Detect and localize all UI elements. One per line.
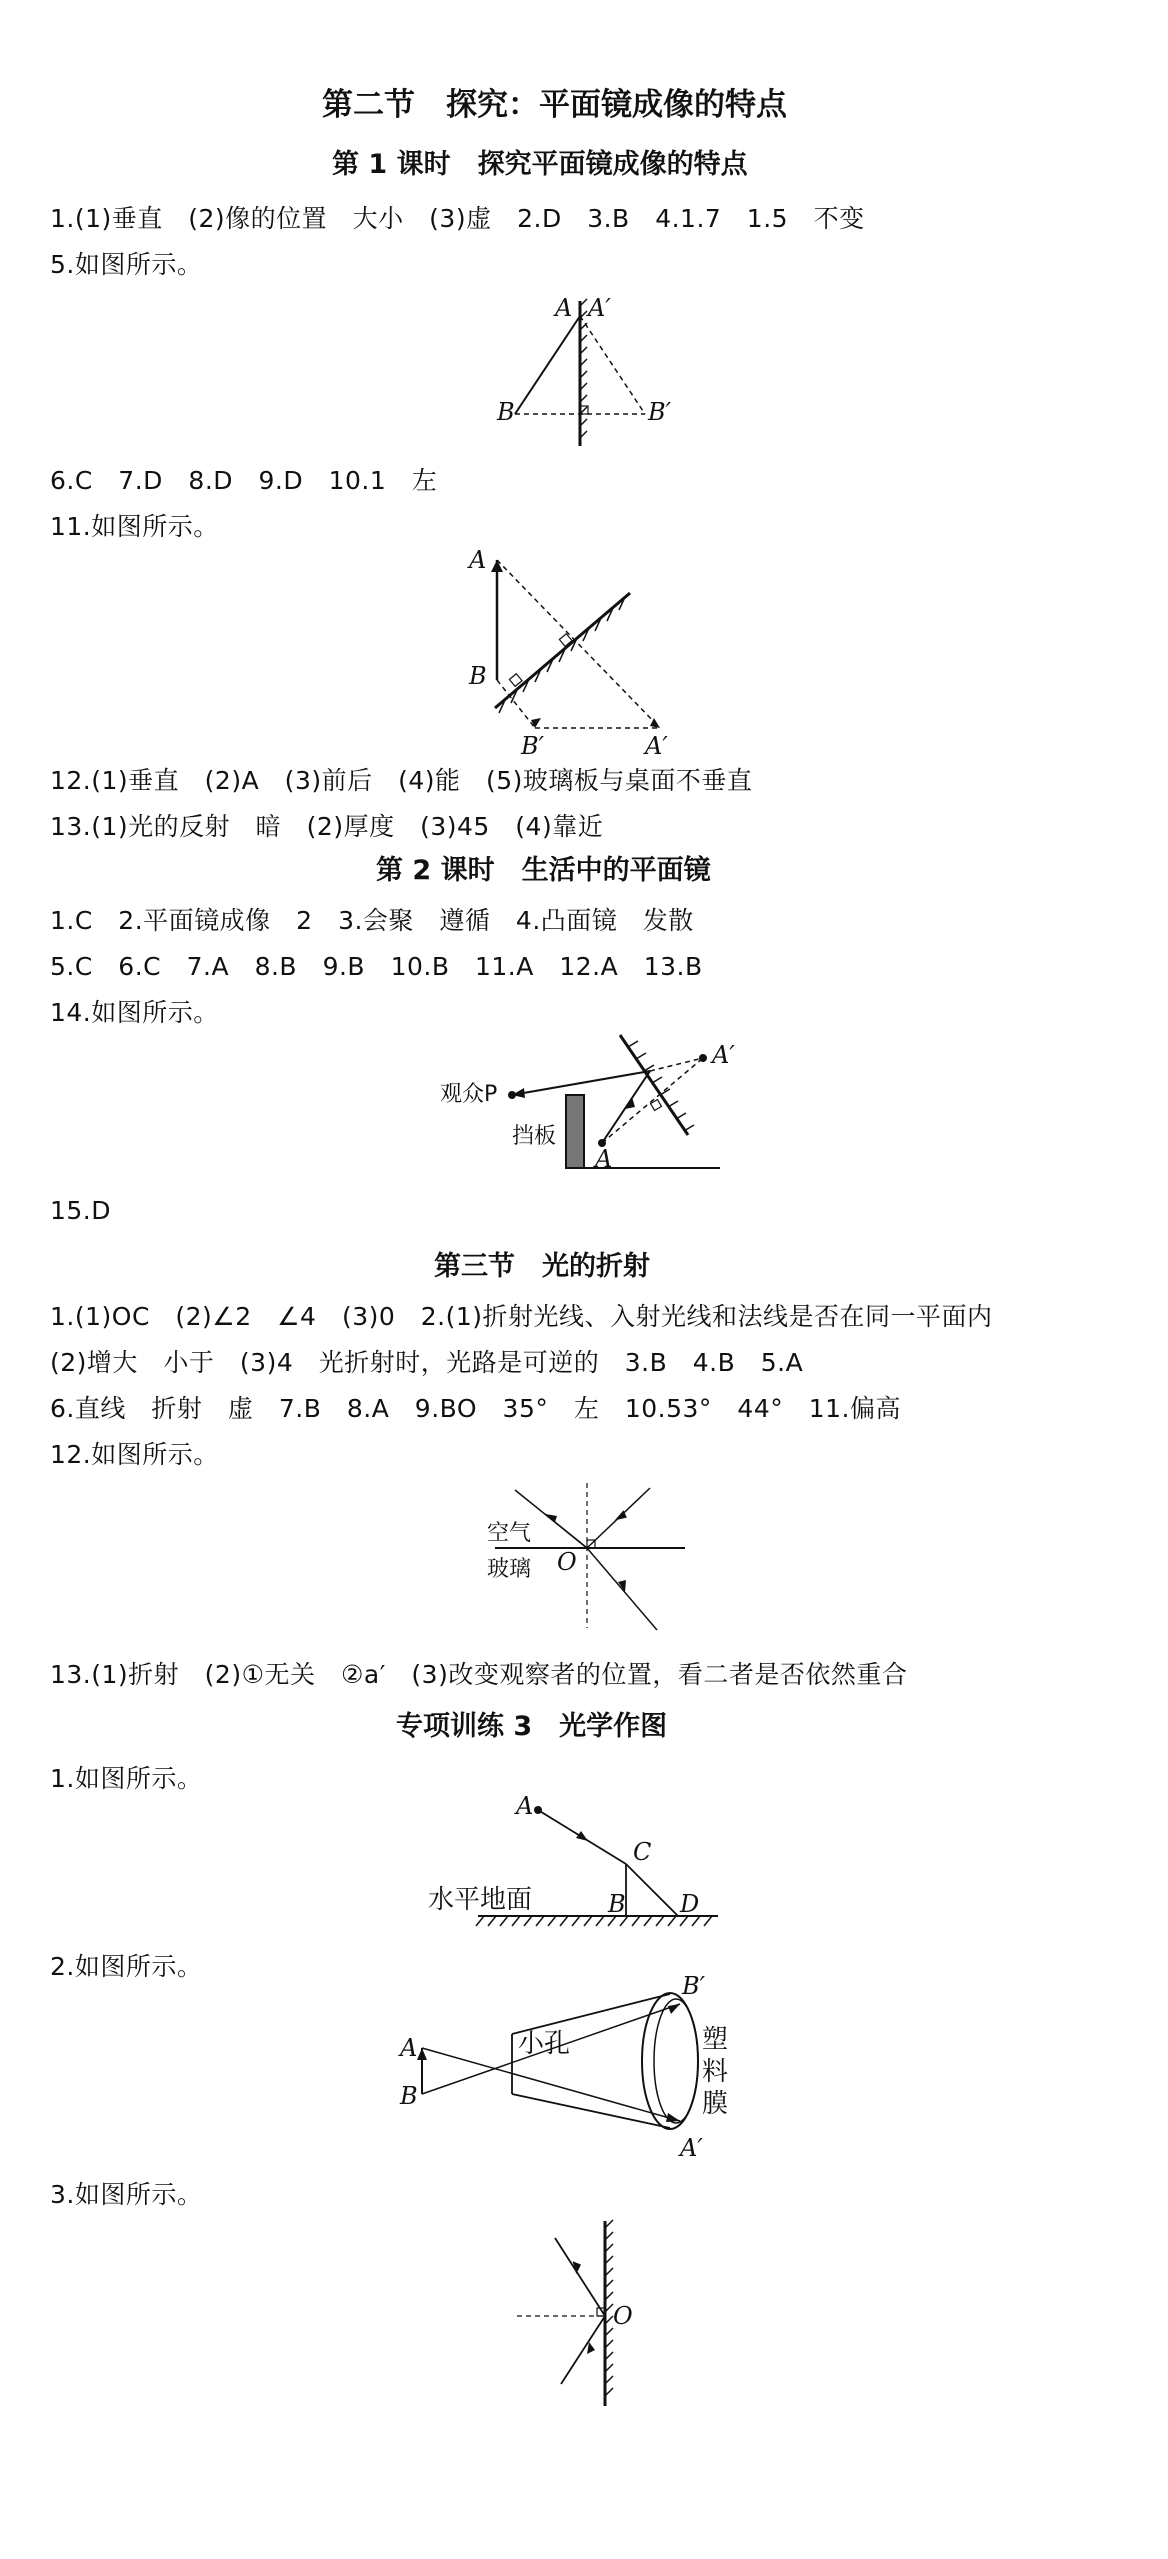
- label-O: O: [613, 2302, 633, 2330]
- label-A-prime: A′: [712, 1041, 735, 1069]
- mirror: [495, 593, 630, 708]
- section3-title: 第三节 光的折射: [434, 1251, 650, 1282]
- label-A: A: [595, 1145, 613, 1173]
- answer-line: (2)增大 小于 (3)4 光折射时，光路是可逆的 3.B 4.B 5.A: [50, 1348, 804, 1377]
- label-glass: 玻璃: [487, 1557, 532, 1582]
- answer-line: 1.如图所示。: [50, 1764, 203, 1793]
- label-A: A: [469, 546, 487, 574]
- label-A: A: [400, 2034, 418, 2062]
- label-A-prime: A′: [680, 2134, 703, 2162]
- label-C: C: [633, 1838, 652, 1866]
- label-baffle: 挡板: [512, 1124, 557, 1149]
- label-B: B: [469, 662, 487, 690]
- label-film-2: 料: [702, 2057, 729, 2087]
- label-A: A: [516, 1792, 534, 1820]
- label-B-prime: B′: [648, 398, 672, 426]
- label-A: A: [555, 294, 573, 322]
- answer-line: 5.如图所示。: [50, 250, 203, 279]
- answer-line: 2.如图所示。: [50, 1952, 203, 1981]
- label-B: B: [497, 398, 515, 426]
- lesson1-title: 第 1 课时 探究平面镜成像的特点: [332, 149, 748, 180]
- answer-line: 1.C 2.平面镜成像 2 3.会聚 遵循 4.凸面镜 发散: [50, 906, 694, 935]
- label-B-prime: B′: [682, 1972, 706, 2000]
- answer-line: 5.C 6.C 7.A 8.B 9.B 10.B 11.A 12.A 13.B: [50, 952, 703, 981]
- label-D: D: [680, 1890, 700, 1918]
- answer-line: 15.D: [50, 1196, 112, 1225]
- label-A-prime: A′: [645, 732, 668, 760]
- section2-title: 第二节 探究：平面镜成像的特点: [322, 87, 787, 123]
- label-A-prime: A′: [588, 294, 611, 322]
- answer-line: 12.(1)垂直 (2)A (3)前后 (4)能 (5)玻璃板与桌面不垂直: [50, 766, 753, 795]
- label-viewer: 观众P: [440, 1082, 498, 1107]
- label-B: B: [608, 1890, 626, 1918]
- figure-q14-periscope: [420, 1035, 740, 1185]
- answer-line: 3.如图所示。: [50, 2180, 203, 2209]
- label-air: 空气: [487, 1521, 532, 1546]
- answer-line: 12.如图所示。: [50, 1440, 219, 1469]
- figure-s2-pinhole: [400, 1972, 729, 2166]
- label-B-prime: B′: [521, 732, 545, 760]
- lesson2-title: 第 2 课时 生活中的平面镜: [376, 855, 711, 886]
- answer-line: 1.(1)垂直 (2)像的位置 大小 (3)虚 2.D 3.B 4.1.7 1.5 不变: [50, 204, 865, 233]
- label-hole: 小孔: [518, 2029, 571, 2059]
- answer-line: 6.直线 折射 虚 7.B 8.A 9.BO 35° 左 10.53° 44° 11.偏高: [50, 1394, 902, 1423]
- label-O: O: [557, 1548, 577, 1576]
- label-B: B: [400, 2082, 418, 2110]
- object-AB: [515, 316, 580, 414]
- shadow-CD: [626, 1864, 678, 1916]
- answer-line: 11.如图所示。: [50, 512, 219, 541]
- answer-line: 13.(1)光的反射 暗 (2)厚度 (3)45 (4)靠近: [50, 812, 604, 841]
- answer-line: 14.如图所示。: [50, 998, 219, 1027]
- figure-q11-plane-mirror: [465, 546, 685, 760]
- label-film-1: 塑: [702, 2025, 729, 2055]
- figure-s1-ground: [428, 1792, 748, 1942]
- camera-body: [512, 1994, 670, 2128]
- figure-s3-reflection: [515, 2216, 675, 2416]
- answer-line: 13.(1)折射 (2)①无关 ②a′ (3)改变观察者的位置，看二者是否依然重合: [50, 1660, 908, 1689]
- label-film-3: 膜: [702, 2089, 729, 2119]
- answer-line: 6.C 7.D 8.D 9.D 10.1 左: [50, 466, 438, 495]
- special3-title: 专项训练 3 光学作图: [396, 1711, 668, 1742]
- figure-q12-refraction: [485, 1478, 715, 1648]
- label-ground: 水平地面: [428, 1885, 533, 1915]
- answer-line: 1.(1)OC (2)∠2 ∠4 (3)0 2.(1)折射光线、入射光线和法线是否在同一平面内: [50, 1302, 993, 1331]
- figure-q5-plane-mirror: [495, 296, 695, 456]
- baffle: [566, 1095, 584, 1168]
